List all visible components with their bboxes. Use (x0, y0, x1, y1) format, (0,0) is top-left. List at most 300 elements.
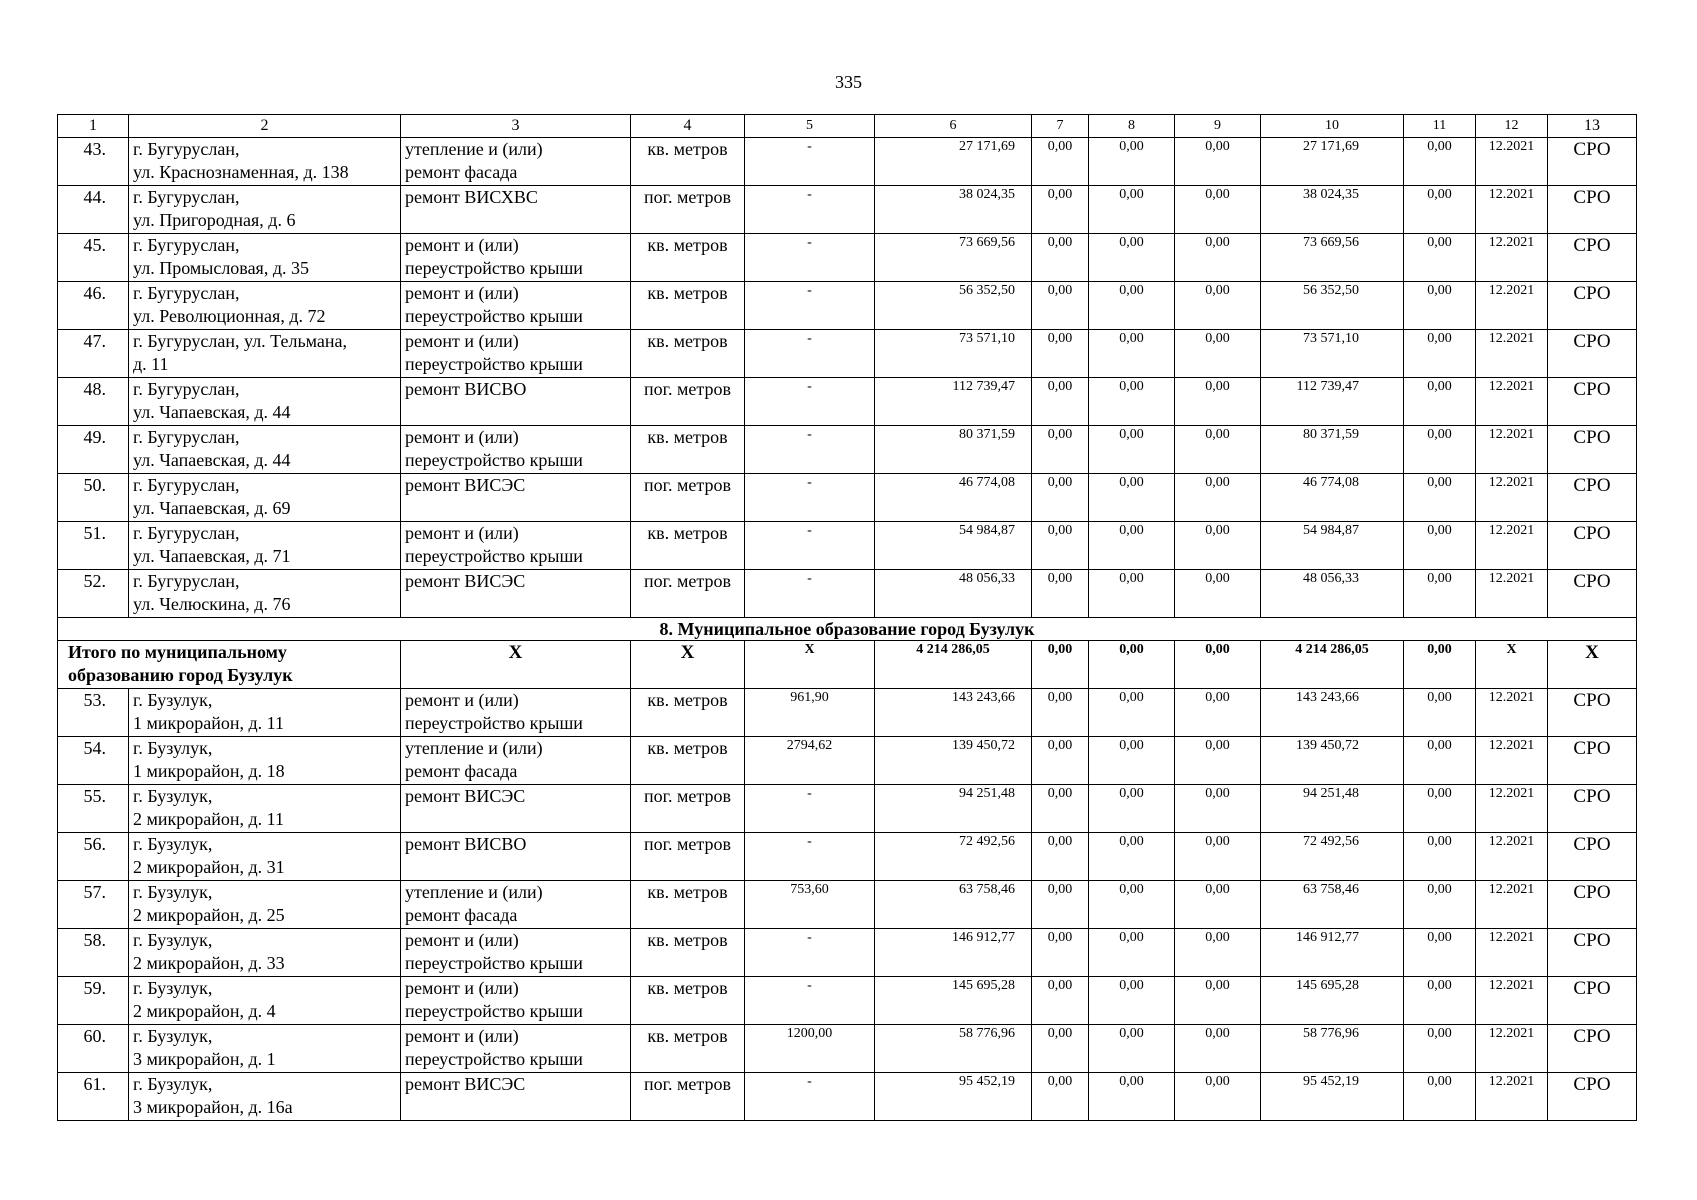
value-col-6: 63 758,46 (875, 881, 1032, 929)
method-code: СРО (1548, 138, 1637, 186)
value-col-9: 0,00 (1175, 1025, 1261, 1073)
address-line-2: 2 микрорайон, д. 25 (133, 905, 285, 925)
total-col-5: Х (745, 641, 875, 689)
work-type-line-2: ремонт фасада (405, 162, 518, 182)
col-header-13: 13 (1548, 115, 1637, 138)
address-line-1: г. Бугуруслан, (133, 139, 240, 159)
value-col-8: 0,00 (1089, 426, 1175, 474)
address-line-1: г. Бузулук, (133, 1026, 213, 1046)
value-col-6: 58 776,96 (875, 1025, 1032, 1073)
value-col-10: 80 371,59 (1261, 426, 1404, 474)
work-type (401, 378, 631, 426)
value-col-6: 54 984,87 (875, 522, 1032, 570)
work-type-line-1: ремонт и (или) (405, 523, 519, 543)
col-header-5: 5 (745, 115, 875, 138)
work-type-line-2: ремонт фасада (405, 761, 518, 781)
value-col-7: 0,00 (1032, 186, 1089, 234)
value-col-5: - (745, 929, 875, 977)
value-col-9: 0,00 (1175, 977, 1261, 1025)
address-line-2: ул. Челюскина, д. 76 (133, 594, 291, 614)
total-label-line-2: образованию город Бузулук (68, 665, 293, 685)
row-number: 53. (58, 689, 129, 737)
work-type-line-2: переустройство крыши (405, 450, 583, 470)
work-type (401, 689, 631, 737)
work-type (401, 929, 631, 977)
work-type-line-1: ремонт и (или) (405, 930, 519, 950)
value-col-8: 0,00 (1089, 330, 1175, 378)
address-line-2: 1 микрорайон, д. 11 (133, 713, 285, 733)
value-col-7: 0,00 (1032, 881, 1089, 929)
total-col-9: 0,00 (1175, 641, 1261, 689)
address-line-2: 1 микрорайон, д. 18 (133, 761, 285, 781)
completion-date: 12.2021 (1476, 785, 1548, 833)
value-col-10: 112 739,47 (1261, 378, 1404, 426)
work-type-line-2: переустройство крыши (405, 953, 583, 973)
value-col-10: 63 758,46 (1261, 881, 1404, 929)
value-col-11: 0,00 (1404, 785, 1476, 833)
table-row (58, 689, 1637, 737)
total-col-10: 4 214 286,05 (1261, 641, 1404, 689)
value-col-8: 0,00 (1089, 234, 1175, 282)
address-line-2: д. 11 (133, 354, 169, 374)
table-row (58, 474, 1637, 522)
value-col-11: 0,00 (1404, 138, 1476, 186)
value-col-10: 72 492,56 (1261, 833, 1404, 881)
row-number: 57. (58, 881, 129, 929)
col-header-3: 3 (401, 115, 631, 138)
row-number: 45. (58, 234, 129, 282)
unit: кв. метров (631, 330, 745, 378)
value-col-7: 0,00 (1032, 474, 1089, 522)
value-col-6: 145 695,28 (875, 977, 1032, 1025)
method-code: СРО (1548, 833, 1637, 881)
completion-date: 12.2021 (1476, 378, 1548, 426)
work-type (401, 186, 631, 234)
work-type (401, 570, 631, 618)
value-col-6: 94 251,48 (875, 785, 1032, 833)
work-type-line-1: ремонт и (или) (405, 978, 519, 998)
completion-date: 12.2021 (1476, 1025, 1548, 1073)
completion-date: 12.2021 (1476, 737, 1548, 785)
address-line-2: 2 микрорайон, д. 31 (133, 857, 285, 877)
value-col-9: 0,00 (1175, 378, 1261, 426)
value-col-8: 0,00 (1089, 689, 1175, 737)
work-type (401, 522, 631, 570)
work-type-line-1: утепление и (или) (405, 738, 543, 758)
row-number: 49. (58, 426, 129, 474)
work-type-line-1: ремонт ВИСХВС (405, 187, 538, 207)
completion-date: 12.2021 (1476, 1073, 1548, 1121)
value-col-9: 0,00 (1175, 929, 1261, 977)
value-col-7: 0,00 (1032, 378, 1089, 426)
completion-date: 12.2021 (1476, 833, 1548, 881)
page-number: 335 (835, 72, 862, 92)
work-type (401, 881, 631, 929)
value-col-6: 139 450,72 (875, 737, 1032, 785)
value-col-6: 112 739,47 (875, 378, 1032, 426)
table-row (58, 282, 1637, 330)
address (129, 378, 401, 426)
value-col-6: 27 171,69 (875, 138, 1032, 186)
value-col-10: 143 243,66 (1261, 689, 1404, 737)
work-type-line-2: переустройство крыши (405, 258, 583, 278)
value-col-5: - (745, 282, 875, 330)
total-row (58, 641, 1637, 689)
work-type-line-1: утепление и (или) (405, 882, 543, 902)
value-col-11: 0,00 (1404, 977, 1476, 1025)
value-col-9: 0,00 (1175, 282, 1261, 330)
address-line-2: ул. Чапаевская, д. 71 (133, 546, 291, 566)
method-code: СРО (1548, 522, 1637, 570)
value-col-7: 0,00 (1032, 785, 1089, 833)
unit: кв. метров (631, 522, 745, 570)
work-type-line-2: переустройство крыши (405, 1049, 583, 1069)
row-number: 56. (58, 833, 129, 881)
value-col-7: 0,00 (1032, 689, 1089, 737)
value-col-10: 73 669,56 (1261, 234, 1404, 282)
value-col-8: 0,00 (1089, 881, 1175, 929)
value-col-9: 0,00 (1175, 737, 1261, 785)
value-col-5: - (745, 186, 875, 234)
value-col-11: 0,00 (1404, 282, 1476, 330)
row-number: 46. (58, 282, 129, 330)
value-col-7: 0,00 (1032, 522, 1089, 570)
completion-date: 12.2021 (1476, 570, 1548, 618)
table-row (58, 570, 1637, 618)
work-type (401, 234, 631, 282)
value-col-8: 0,00 (1089, 570, 1175, 618)
value-col-6: 95 452,19 (875, 1073, 1032, 1121)
value-col-5: - (745, 977, 875, 1025)
work-type-line-1: ремонт ВИСЭС (405, 571, 526, 591)
work-type-line-2: переустройство крыши (405, 546, 583, 566)
unit: кв. метров (631, 138, 745, 186)
col-header-4: 4 (631, 115, 745, 138)
value-col-8: 0,00 (1089, 522, 1175, 570)
col-header-10: 10 (1261, 115, 1404, 138)
address (129, 1025, 401, 1073)
value-col-5: - (745, 378, 875, 426)
table-row (58, 929, 1637, 977)
unit: кв. метров (631, 689, 745, 737)
value-col-9: 0,00 (1175, 785, 1261, 833)
unit: пог. метров (631, 378, 745, 426)
address-line-1: г. Бугуруслан, (133, 187, 240, 207)
table-row (58, 378, 1637, 426)
row-number: 59. (58, 977, 129, 1025)
address (129, 426, 401, 474)
value-col-10: 27 171,69 (1261, 138, 1404, 186)
address-line-1: г. Бугуруслан, (133, 427, 240, 447)
method-code: СРО (1548, 977, 1637, 1025)
address-line-1: г. Бузулук, (133, 978, 213, 998)
total-col-13: Х (1548, 641, 1637, 689)
method-code: СРО (1548, 378, 1637, 426)
unit: кв. метров (631, 881, 745, 929)
work-type-line-2: переустройство крыши (405, 1001, 583, 1021)
table-row (58, 1025, 1637, 1073)
work-type-line-1: ремонт ВИСВО (405, 379, 527, 399)
value-col-8: 0,00 (1089, 785, 1175, 833)
total-col-12: Х (1476, 641, 1548, 689)
address-line-1: г. Бузулук, (133, 738, 213, 758)
value-col-11: 0,00 (1404, 833, 1476, 881)
col-header-6: 6 (875, 115, 1032, 138)
col-header-12: 12 (1476, 115, 1548, 138)
value-col-8: 0,00 (1089, 138, 1175, 186)
value-col-10: 46 774,08 (1261, 474, 1404, 522)
address-line-2: ул. Революционная, д. 72 (133, 306, 326, 326)
completion-date: 12.2021 (1476, 881, 1548, 929)
address (129, 234, 401, 282)
table-row (58, 186, 1637, 234)
work-type (401, 426, 631, 474)
method-code: СРО (1548, 474, 1637, 522)
value-col-11: 0,00 (1404, 570, 1476, 618)
address (129, 570, 401, 618)
value-col-7: 0,00 (1032, 282, 1089, 330)
address (129, 138, 401, 186)
value-col-10: 56 352,50 (1261, 282, 1404, 330)
value-col-8: 0,00 (1089, 737, 1175, 785)
total-col-6: 4 214 286,05 (875, 641, 1032, 689)
value-col-5: - (745, 330, 875, 378)
value-col-5: 1200,00 (745, 1025, 875, 1073)
address-line-1: г. Бугуруслан, (133, 571, 240, 591)
unit: кв. метров (631, 977, 745, 1025)
value-col-11: 0,00 (1404, 689, 1476, 737)
address-line-2: ул. Пригородная, д. 6 (133, 210, 296, 230)
unit: кв. метров (631, 234, 745, 282)
work-type-line-2: переустройство крыши (405, 713, 583, 733)
address (129, 737, 401, 785)
address-line-2: ул. Чапаевская, д. 69 (133, 498, 291, 518)
value-col-6: 38 024,35 (875, 186, 1032, 234)
work-type-line-2: ремонт фасада (405, 905, 518, 925)
value-col-10: 145 695,28 (1261, 977, 1404, 1025)
col-header-7: 7 (1032, 115, 1089, 138)
value-col-10: 95 452,19 (1261, 1073, 1404, 1121)
address-line-1: г. Бузулук, (133, 882, 213, 902)
method-code: СРО (1548, 282, 1637, 330)
address (129, 1073, 401, 1121)
value-col-5: 753,60 (745, 881, 875, 929)
value-col-5: - (745, 234, 875, 282)
work-type-line-1: ремонт и (или) (405, 235, 519, 255)
total-col-7: 0,00 (1032, 641, 1089, 689)
method-code: СРО (1548, 689, 1637, 737)
completion-date: 12.2021 (1476, 426, 1548, 474)
value-col-5: 2794,62 (745, 737, 875, 785)
completion-date: 12.2021 (1476, 186, 1548, 234)
col-header-9: 9 (1175, 115, 1261, 138)
address (129, 977, 401, 1025)
column-number-row (58, 115, 1637, 138)
work-type-line-1: ремонт ВИСЭС (405, 475, 526, 495)
value-col-11: 0,00 (1404, 426, 1476, 474)
value-col-11: 0,00 (1404, 1073, 1476, 1121)
value-col-6: 73 571,10 (875, 330, 1032, 378)
value-col-11: 0,00 (1404, 881, 1476, 929)
work-type-line-2: переустройство крыши (405, 354, 583, 374)
unit: кв. метров (631, 282, 745, 330)
value-col-7: 0,00 (1032, 929, 1089, 977)
col-header-8: 8 (1089, 115, 1175, 138)
value-col-9: 0,00 (1175, 234, 1261, 282)
row-number: 52. (58, 570, 129, 618)
work-type-line-2: переустройство крыши (405, 306, 583, 326)
value-col-9: 0,00 (1175, 881, 1261, 929)
table-row (58, 138, 1637, 186)
row-number: 58. (58, 929, 129, 977)
address-line-1: г. Бузулук, (133, 930, 213, 950)
value-col-11: 0,00 (1404, 737, 1476, 785)
address (129, 330, 401, 378)
total-col-11: 0,00 (1404, 641, 1476, 689)
unit: пог. метров (631, 186, 745, 234)
work-type (401, 977, 631, 1025)
table-row (58, 522, 1637, 570)
completion-date: 12.2021 (1476, 282, 1548, 330)
row-number: 54. (58, 737, 129, 785)
value-col-6: 73 669,56 (875, 234, 1032, 282)
total-label (58, 641, 401, 689)
value-col-5: - (745, 570, 875, 618)
value-col-6: 143 243,66 (875, 689, 1032, 737)
work-type-line-1: ремонт ВИСЭС (405, 1074, 526, 1094)
value-col-7: 0,00 (1032, 234, 1089, 282)
address-line-2: ул. Чапаевская, д. 44 (133, 450, 291, 470)
unit: кв. метров (631, 929, 745, 977)
value-col-10: 38 024,35 (1261, 186, 1404, 234)
value-col-11: 0,00 (1404, 378, 1476, 426)
method-code: СРО (1548, 1073, 1637, 1121)
table-row (58, 330, 1637, 378)
value-col-9: 0,00 (1175, 570, 1261, 618)
address-line-2: 3 микрорайон, д. 16а (133, 1097, 293, 1117)
completion-date: 12.2021 (1476, 474, 1548, 522)
value-col-6: 56 352,50 (875, 282, 1032, 330)
work-type-line-1: ремонт и (или) (405, 1026, 519, 1046)
value-col-7: 0,00 (1032, 833, 1089, 881)
row-number: 48. (58, 378, 129, 426)
value-col-10: 94 251,48 (1261, 785, 1404, 833)
table-row (58, 977, 1637, 1025)
col-header-1: 1 (58, 115, 129, 138)
unit: пог. метров (631, 1073, 745, 1121)
method-code: СРО (1548, 570, 1637, 618)
method-code: СРО (1548, 737, 1637, 785)
address (129, 282, 401, 330)
address-line-1: г. Бугуруслан, (133, 235, 240, 255)
unit: пог. метров (631, 474, 745, 522)
work-type (401, 1025, 631, 1073)
row-number: 44. (58, 186, 129, 234)
value-col-9: 0,00 (1175, 186, 1261, 234)
completion-date: 12.2021 (1476, 977, 1548, 1025)
table-row (58, 1073, 1637, 1121)
value-col-11: 0,00 (1404, 474, 1476, 522)
value-col-9: 0,00 (1175, 474, 1261, 522)
address-line-1: г. Бугуруслан, (133, 379, 240, 399)
method-code: СРО (1548, 929, 1637, 977)
value-col-7: 0,00 (1032, 977, 1089, 1025)
work-type-line-1: ремонт ВИСВО (405, 834, 527, 854)
total-label-line-1: Итого по муниципальному (68, 642, 287, 662)
address (129, 881, 401, 929)
total-col-8: 0,00 (1089, 641, 1175, 689)
value-col-10: 139 450,72 (1261, 737, 1404, 785)
work-type-line-1: утепление и (или) (405, 139, 543, 159)
value-col-9: 0,00 (1175, 330, 1261, 378)
address (129, 689, 401, 737)
total-col-4: Х (631, 641, 745, 689)
repair-plan-table (57, 114, 1637, 1121)
table-row (58, 234, 1637, 282)
work-type-line-1: ремонт ВИСЭС (405, 786, 526, 806)
work-type-line-1: ремонт и (или) (405, 283, 519, 303)
work-type-line-1: ремонт и (или) (405, 331, 519, 351)
work-type (401, 282, 631, 330)
value-col-7: 0,00 (1032, 737, 1089, 785)
method-code: СРО (1548, 785, 1637, 833)
value-col-8: 0,00 (1089, 282, 1175, 330)
address (129, 186, 401, 234)
value-col-10: 73 571,10 (1261, 330, 1404, 378)
value-col-7: 0,00 (1032, 1025, 1089, 1073)
address-line-2: ул. Краснознаменная, д. 138 (133, 162, 349, 182)
value-col-10: 58 776,96 (1261, 1025, 1404, 1073)
row-number: 55. (58, 785, 129, 833)
address-line-1: г. Бузулук, (133, 786, 213, 806)
completion-date: 12.2021 (1476, 138, 1548, 186)
address-line-1: г. Бугуруслан, ул. Тельмана, (133, 331, 348, 351)
value-col-11: 0,00 (1404, 522, 1476, 570)
completion-date: 12.2021 (1476, 929, 1548, 977)
value-col-5: - (745, 474, 875, 522)
value-col-8: 0,00 (1089, 1073, 1175, 1121)
total-col-3: Х (401, 641, 631, 689)
value-col-10: 48 056,33 (1261, 570, 1404, 618)
value-col-9: 0,00 (1175, 1073, 1261, 1121)
row-number: 61. (58, 1073, 129, 1121)
value-col-6: 72 492,56 (875, 833, 1032, 881)
method-code: СРО (1548, 426, 1637, 474)
completion-date: 12.2021 (1476, 522, 1548, 570)
address (129, 474, 401, 522)
method-code: СРО (1548, 330, 1637, 378)
row-number: 47. (58, 330, 129, 378)
completion-date: 12.2021 (1476, 234, 1548, 282)
address-line-2: 3 микрорайон, д. 1 (133, 1049, 276, 1069)
address-line-1: г. Бузулук, (133, 690, 213, 710)
table-row (58, 785, 1637, 833)
value-col-8: 0,00 (1089, 929, 1175, 977)
value-col-7: 0,00 (1032, 570, 1089, 618)
address-line-1: г. Бузулук, (133, 1074, 213, 1094)
value-col-9: 0,00 (1175, 522, 1261, 570)
work-type (401, 737, 631, 785)
value-col-8: 0,00 (1089, 474, 1175, 522)
table-row (58, 737, 1637, 785)
value-col-7: 0,00 (1032, 138, 1089, 186)
address-line-2: 2 микрорайон, д. 4 (133, 1001, 276, 1021)
address (129, 522, 401, 570)
work-type (401, 138, 631, 186)
value-col-11: 0,00 (1404, 186, 1476, 234)
work-type (401, 1073, 631, 1121)
value-col-5: - (745, 785, 875, 833)
